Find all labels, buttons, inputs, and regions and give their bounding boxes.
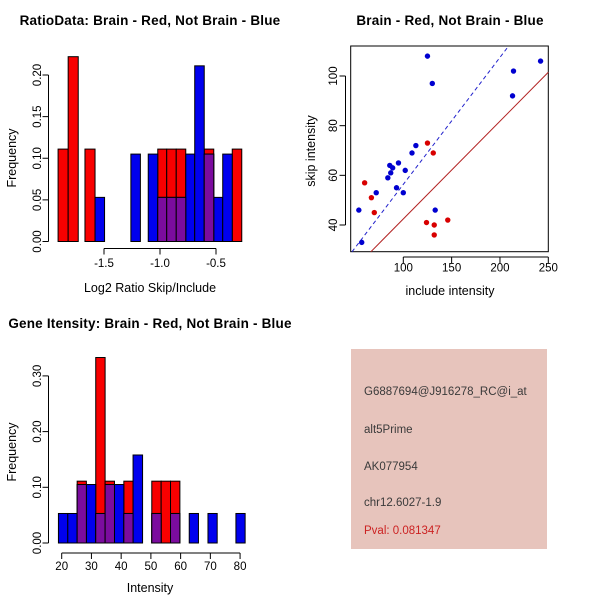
scatter-point-dot_blue [538,58,543,63]
y-tick-label: 0.10 [32,147,44,170]
hist-bar-hist_overlap [171,513,180,543]
x-tick-label: 50 [144,561,158,573]
x-tick-label: 70 [203,561,217,573]
scatter-point-dot_red [369,195,374,200]
scatter-point-dot_blue [374,190,379,195]
location-text: chr12.6027-1.9 [364,497,442,509]
scatter-title: Brain - Red, Not Brain - Blue [356,13,544,28]
scatter-point-dot_red [424,220,429,225]
gene-hist-title: Gene Itensity: Brain - Red, Not Brain - Blue [8,316,292,331]
y-tick-label: 40 [328,218,340,232]
fit-line-not-brain-fit [352,46,509,252]
hist-bar-hist_overlap [167,197,177,241]
scatter-point-dot_blue [409,150,414,155]
gene-info-panel [351,349,547,549]
x-tick-label: -1.0 [150,258,170,270]
scatter-point-dot_blue [359,240,364,245]
hist-bar-hist_red [161,481,170,543]
x-tick-label: 100 [393,262,413,275]
hist-bar-hist_blue [186,154,195,241]
hist-bar-hist_blue [95,197,105,241]
x-tick-label: 40 [114,561,128,573]
hist-bar-hist_overlap [124,513,133,543]
x-tick-label: 80 [233,561,247,573]
x-tick-label: 30 [85,561,98,573]
gene-hist-plot [32,358,246,573]
scatter-point-dot_red [445,217,450,222]
y-tick-label: 60 [328,168,340,182]
scatter-point-dot_blue [425,53,430,58]
ratio-hist-plot [32,57,242,270]
pvalue-text: Pval: 0.081347 [364,525,441,537]
scatter-point-dot_red [431,150,436,155]
scatter-point-dot_red [362,180,367,185]
scatter-xlabel: include intensity [405,284,495,298]
y-tick-label: 100 [328,66,340,86]
scatter-point-dot_red [432,232,437,237]
hist-bar-hist_overlap [204,154,214,241]
gene-hist-ylabel: Frequency [5,422,19,482]
gene-hist-xlabel: Intensity [126,581,174,595]
hist-bar-hist_overlap [152,513,161,543]
y-tick-label: 0.20 [32,63,44,87]
ratio-hist-title: RatioData: Brain - Red, Not Brain - Blue [19,13,281,28]
intensity-scatter-plot [328,46,558,275]
scatter-point-dot_blue [385,175,390,180]
hist-bar-hist_red [85,149,95,241]
x-tick-label: 250 [538,262,558,275]
y-tick-label: 80 [328,119,340,133]
hist-bar-hist_blue [133,455,143,543]
scatter-point-dot_blue [430,81,435,86]
accession-text: AK077954 [364,461,418,473]
hist-bar-hist_overlap [158,197,167,241]
hist-bar-hist_blue [131,154,141,241]
y-tick-label: 0.00 [32,531,44,555]
x-tick-label: -0.5 [206,258,226,270]
x-tick-label: 200 [490,262,510,275]
hist-bar-hist_blue [236,513,245,543]
hist-bar-hist_blue [148,154,158,241]
scatter-point-dot_red [425,140,430,145]
y-tick-label: 0.10 [32,476,44,499]
x-tick-label: -1.5 [94,258,114,270]
hist-bar-hist_overlap [105,485,114,543]
y-tick-label: 0.20 [32,420,44,443]
scatter-point-dot_red [432,222,437,227]
ratio-hist-ylabel: Frequency [5,128,19,188]
hist-bar-hist_blue [223,154,233,241]
y-tick-label: 0.15 [32,105,44,128]
x-tick-label: 60 [174,561,188,573]
scatter-point-dot_blue [403,168,408,173]
hist-bar-hist_blue [58,513,67,543]
hist-bar-hist_overlap [77,485,86,543]
x-tick-label: 20 [55,561,69,573]
y-tick-label: 0.00 [32,230,44,253]
x-tick-label: 150 [442,262,462,275]
scatter-point-dot_blue [388,170,393,175]
scatter-point-dot_blue [510,93,515,98]
y-tick-label: 0.30 [32,364,44,388]
scatter-point-dot_blue [356,207,361,212]
scatter-point-dot_blue [396,160,401,165]
hist-bar-hist_red [58,149,68,241]
scatter-ylabel: skip intensity [304,115,318,187]
ratio-hist-xlabel: Log2 Ratio Skip/Include [83,281,217,295]
hist-bar-hist_red [68,57,78,242]
hist-bar-hist_blue [114,485,123,543]
hist-bar-hist_blue [195,66,205,242]
hist-bar-hist_blue [189,513,198,543]
splice-type-text: alt5Prime [364,424,413,436]
y-tick-label: 0.05 [32,188,44,212]
scatter-point-dot_blue [401,190,406,195]
hist-bar-hist_red [232,149,242,241]
scatter-point-dot_blue [390,165,395,170]
probe-id-text: G6887694@J916278_RC@i_at [364,386,527,398]
scatter-point-dot_blue [413,143,418,148]
hist-bar-hist_blue [86,485,95,543]
scatter-point-dot_red [372,210,377,215]
scatter-point-dot_blue [394,185,399,190]
hist-bar-hist_overlap [176,197,186,241]
hist-bar-hist_overlap [96,513,105,543]
hist-bar-hist_blue [68,513,77,543]
hist-bar-hist_blue [208,513,217,543]
hist-bar-hist_blue [214,197,223,241]
scatter-point-dot_blue [511,68,516,73]
scatter-point-dot_blue [433,207,438,212]
